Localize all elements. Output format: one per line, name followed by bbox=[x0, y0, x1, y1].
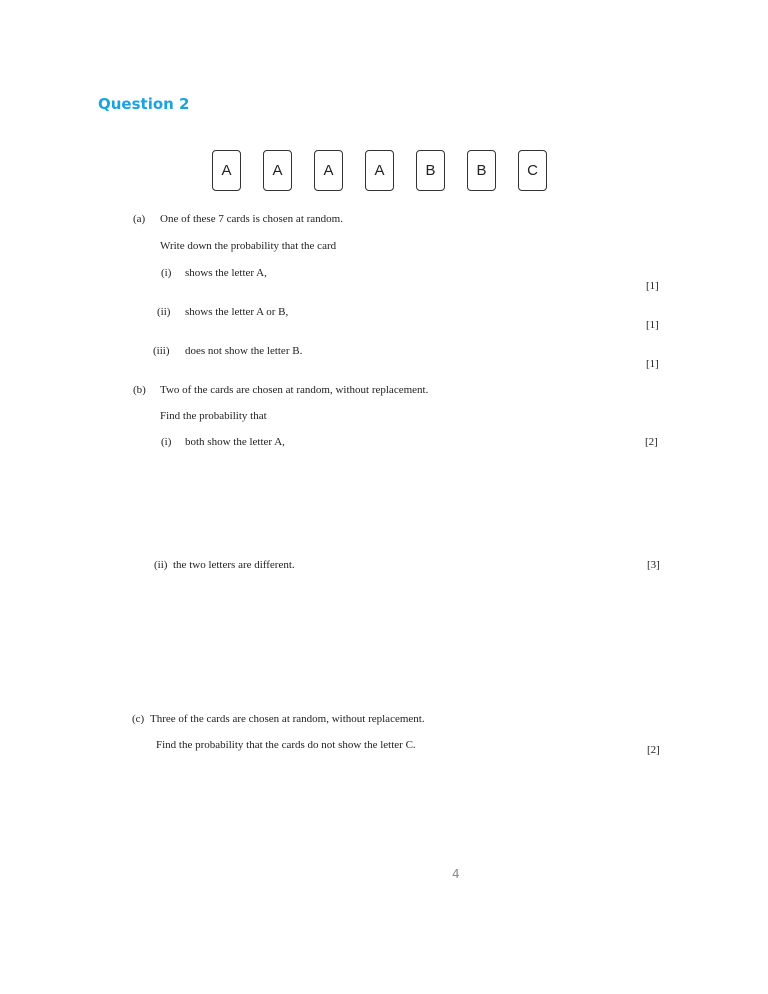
card: B bbox=[467, 150, 496, 191]
marks: [2] bbox=[645, 436, 658, 448]
item-text: both show the letter A, bbox=[185, 436, 285, 448]
marks: [1] bbox=[646, 358, 659, 370]
item-label: (i) bbox=[161, 267, 172, 279]
card: C bbox=[518, 150, 547, 191]
part-b-label: (b) bbox=[133, 384, 146, 396]
item-text: the two letters are different. bbox=[173, 559, 295, 571]
part-b-instruction: Find the probability that bbox=[160, 410, 267, 422]
marks: [2] bbox=[647, 744, 660, 756]
part-a-text: One of these 7 cards is chosen at random. bbox=[160, 213, 343, 225]
marks: [1] bbox=[646, 319, 659, 331]
item-text: shows the letter A or B, bbox=[185, 306, 289, 318]
marks: [3] bbox=[647, 559, 660, 571]
part-c-text: Three of the cards are chosen at random, without replacement. bbox=[150, 713, 425, 725]
card: B bbox=[416, 150, 445, 191]
card: A bbox=[212, 150, 241, 191]
marks: [1] bbox=[646, 280, 659, 292]
part-c-instruction: Find the probability that the cards do not show the letter C. bbox=[156, 739, 416, 751]
item-label: (iii) bbox=[153, 345, 170, 357]
item-label: (ii) bbox=[154, 559, 168, 571]
card: A bbox=[263, 150, 292, 191]
part-a-label: (a) bbox=[133, 213, 146, 225]
card: A bbox=[365, 150, 394, 191]
part-c-label: (c) bbox=[132, 713, 145, 725]
part-b-text: Two of the cards are chosen at random, without replacement. bbox=[160, 384, 429, 396]
page-number: 4 bbox=[452, 867, 460, 881]
item-text: does not show the letter B. bbox=[185, 345, 303, 357]
question-title: Question 2 bbox=[98, 95, 190, 113]
item-label: (ii) bbox=[157, 306, 171, 318]
part-a-instruction: Write down the probability that the card bbox=[160, 240, 337, 252]
item-label: (i) bbox=[161, 436, 172, 448]
item-text: shows the letter A, bbox=[185, 267, 267, 279]
card: A bbox=[314, 150, 343, 191]
